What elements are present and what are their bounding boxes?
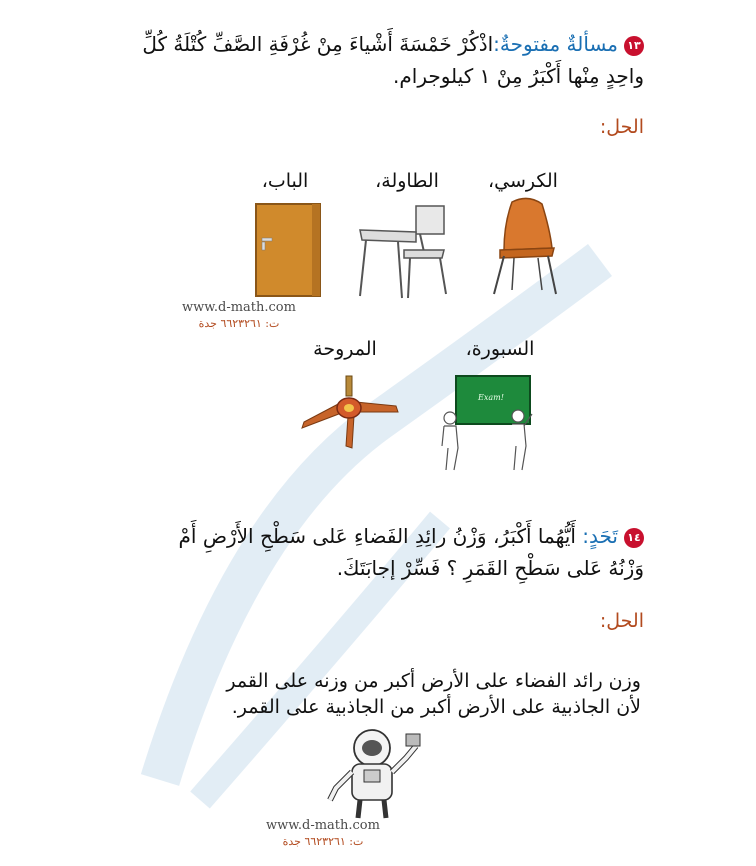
question-13	[124, 28, 644, 92]
label-table: الطاولة،	[375, 170, 439, 192]
question-14-label: تَحَدٍ:	[582, 524, 618, 548]
answer-text	[121, 668, 641, 720]
answer-line-2: لأن الجاذبية على الأرض أكبر من الجاذبية على القمر.	[231, 696, 641, 718]
label-fan: المروحة	[313, 338, 377, 360]
question-14-line1	[124, 520, 644, 552]
chalkboard-image	[436, 376, 536, 472]
question-13-line2: واحِدٍ مِنْها أَكْبَرُ مِنْ ١ كيلوجرام.	[393, 64, 644, 88]
question-13-text-1: اذْكُرْ خَمْسَةَ أَشْياءَ مِنْ غُرْفَةِ الصَّفِّ كُتْلَةُ كُلِّ	[142, 32, 494, 56]
watermark-url-2: www.d-math.com	[266, 818, 380, 833]
door-image	[254, 204, 324, 296]
question-13-line1	[124, 28, 644, 60]
answer-line-1: وزن رائد الفضاء على الأرض أكبر من وزنه على القمر	[226, 670, 641, 692]
chair-image	[490, 196, 562, 296]
question-13-number: ١٣	[624, 36, 644, 56]
ceiling-fan-image	[298, 376, 402, 450]
chalkboard-text: Exam!	[478, 393, 504, 402]
question-14-number: ١٤	[624, 528, 644, 548]
watermark-phone-1: ت: ٦٦٢٣٢٦١ جدة	[198, 317, 280, 330]
watermark-phone-2: ت: ٦٦٢٣٢٦١ جدة	[282, 835, 364, 848]
solution-label-1: الحل:	[599, 116, 644, 138]
watermark-url-1: www.d-math.com	[182, 300, 296, 315]
label-board: السبورة،	[465, 338, 535, 360]
question-14-line2: وَزْنُهُ عَلى سَطْحِ القَمَرِ ؟ فَسِّرْ إجابَتَكَ.	[336, 556, 644, 580]
question-14	[124, 520, 644, 584]
desk-image	[358, 204, 448, 298]
question-14-text-1: أَيُّهُما أَكْبَرُ، وَزْنُ رائِدِ الفَضاءِ عَلى سَطْحِ الأَرْضِ أَمْ	[178, 524, 576, 548]
label-door: الباب،	[261, 170, 309, 192]
label-chair: الكرسي،	[488, 170, 558, 192]
astronaut-image	[322, 728, 422, 820]
solution-label-2: الحل:	[599, 610, 644, 632]
question-13-label: مسألةٌ مفتوحةٌ:	[493, 32, 618, 56]
